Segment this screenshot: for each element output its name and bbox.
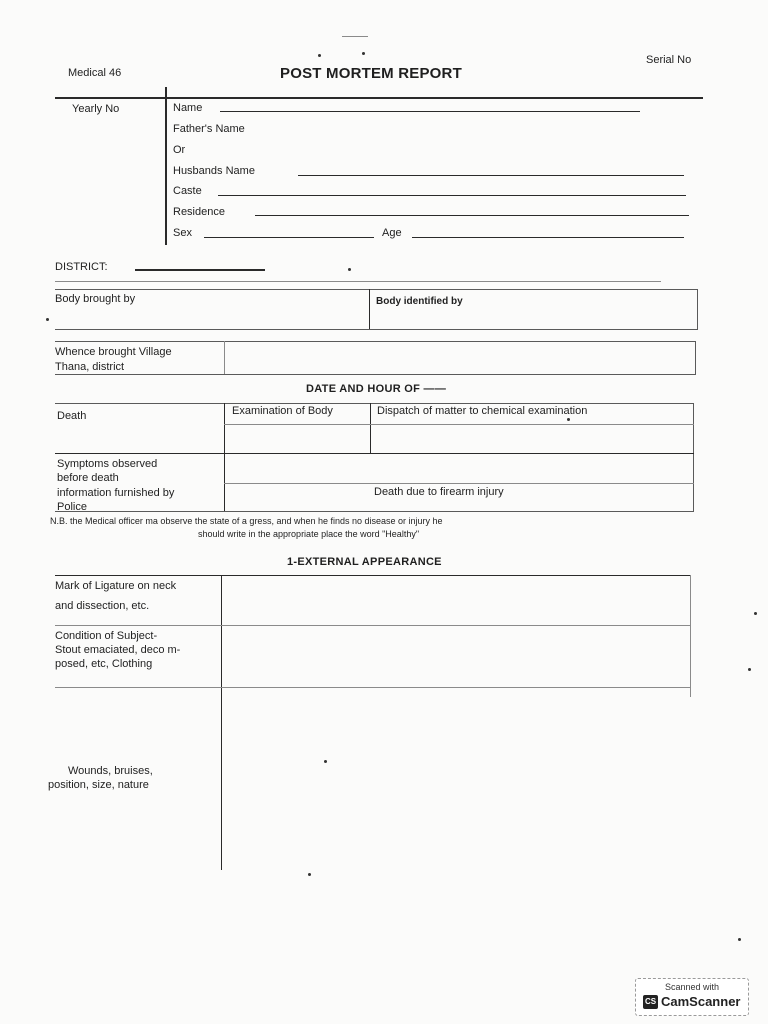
body-brought-by-label: Body brought by: [55, 293, 136, 305]
speck: [738, 938, 741, 941]
information-label-line1: information furnished by: [57, 487, 175, 499]
information-label-line2: Police: [57, 501, 87, 513]
whence-village-label: Whence brought Village: [55, 346, 172, 358]
header-rule: [55, 97, 703, 99]
external-row-rule-2: [55, 687, 691, 688]
wounds-label-line2: position, size, nature: [48, 779, 149, 791]
top-scan-mark: [342, 36, 368, 37]
speck: [748, 668, 751, 671]
fathers-name-label: Father's Name: [173, 123, 245, 135]
symptoms-label-line2: before death: [57, 472, 119, 484]
speck: [318, 54, 321, 57]
date-hour-col-divider-2: [370, 403, 371, 453]
serial-number-label: Serial No: [646, 54, 692, 66]
caste-line: [218, 195, 686, 196]
camscanner-brand: CamScanner: [661, 994, 741, 1009]
or-label: Or: [173, 144, 186, 156]
date-hour-col-divider-1: [224, 403, 225, 511]
camscanner-logo-icon: CS: [643, 995, 658, 1009]
age-line: [412, 237, 684, 238]
symptoms-label-line1: Symptoms observed: [57, 458, 158, 470]
speck: [348, 268, 351, 271]
residence-label: Residence: [173, 206, 225, 218]
form-code: Medical 46: [68, 67, 122, 79]
external-right-border: [690, 575, 691, 697]
date-hour-row-rule-1: [224, 424, 694, 425]
identity-divider: [165, 87, 167, 245]
examination-of-body-label: Examination of Body: [232, 405, 333, 417]
name-line: [220, 111, 640, 112]
scanned-with-label: Scanned with: [664, 982, 720, 992]
date-hour-row-rule-2: [55, 453, 694, 454]
firearm-injury-label: Death due to firearm injury: [374, 486, 504, 498]
speck: [754, 612, 757, 615]
speck: [362, 52, 365, 55]
husbands-name-line: [298, 175, 684, 176]
page-title: POST MORTEM REPORT: [280, 65, 462, 82]
date-hour-heading: DATE AND HOUR OF ——: [306, 383, 447, 395]
speck: [567, 418, 570, 421]
note-line1: N.B. the Medical officer ma observe the state of a gress, and when he finds no disease or injury he: [50, 516, 443, 526]
wounds-label-line1: Wounds, bruises,: [68, 765, 153, 777]
ligature-label-line2: and dissection, etc.: [55, 600, 150, 612]
condition-label-line1: Condition of Subject-: [55, 630, 158, 642]
age-label: Age: [382, 227, 402, 239]
name-label: Name: [173, 102, 203, 114]
speck: [324, 760, 327, 763]
external-row-rule-1: [55, 625, 691, 626]
external-top-rule: [55, 575, 691, 576]
camscanner-watermark: [635, 978, 749, 1016]
note-line2: should write in the appropriate place the word "Healthy": [198, 529, 420, 539]
speck: [308, 873, 311, 876]
yearly-no-label: Yearly No: [72, 103, 120, 115]
ligature-label-line1: Mark of Ligature on neck: [55, 580, 177, 592]
district-rule: [55, 281, 661, 282]
speck: [46, 318, 49, 321]
sex-label: Sex: [173, 227, 192, 239]
sex-line: [204, 237, 374, 238]
district-line: [135, 269, 265, 271]
dispatch-label: Dispatch of matter to chemical examination: [377, 405, 588, 417]
death-label: Death: [57, 410, 87, 422]
external-col-divider: [221, 575, 222, 870]
condition-label-line3: posed, etc, Clothing: [55, 658, 153, 670]
body-box-divider: [369, 289, 370, 329]
external-appearance-heading: 1-EXTERNAL APPEARANCE: [287, 556, 442, 568]
body-identified-by-label: Body identified by: [376, 296, 463, 307]
date-hour-row-rule-3: [224, 483, 694, 484]
district-label: DISTRICT:: [55, 261, 108, 273]
husbands-name-label: Husbands Name: [173, 165, 255, 177]
residence-line: [255, 215, 689, 216]
caste-label: Caste: [173, 185, 202, 197]
whence-box-divider: [224, 341, 225, 374]
whence-thana-label: Thana, district: [55, 361, 125, 373]
condition-label-line2: Stout emaciated, deco m-: [55, 644, 181, 656]
